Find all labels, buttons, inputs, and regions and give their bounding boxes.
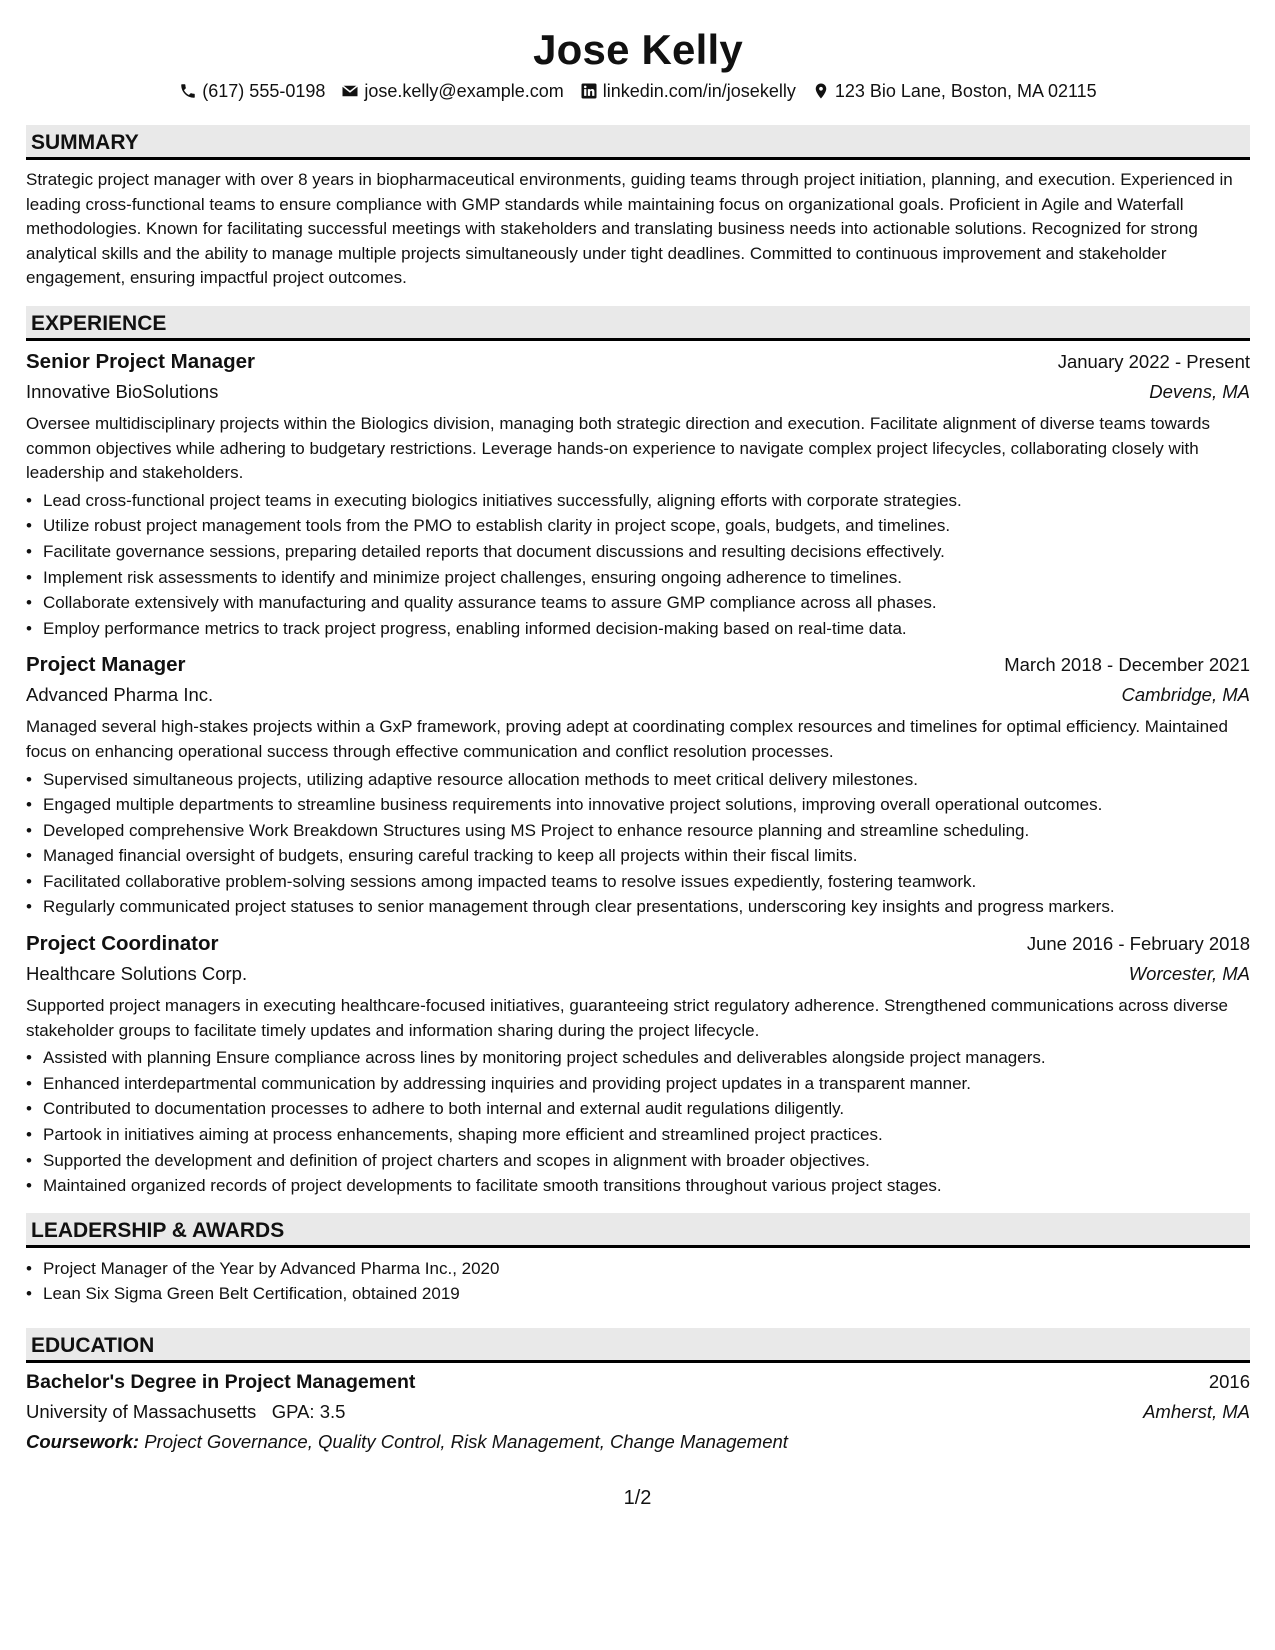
job-dates: January 2022 - Present (1057, 350, 1250, 372)
job-location: Cambridge, MA (1121, 684, 1250, 706)
job-description: Managed several high-stakes projects within a GxP framework, proving adept at coordinating complex resources and timelines for optimal efficiency. Maintained focus on enhancing operational success through effective communication and conflict resolution processes. (26, 717, 1228, 761)
address-text: 123 Bio Lane, Boston, MA 02115 (834, 81, 1097, 101)
list-item: • Facilitated collaborative problem-solving sessions among impacted teams to resolve issues expediently, fostering teamwork. (26, 869, 1250, 895)
degree-year: 2016 (1208, 1371, 1250, 1392)
school-location: Amherst, MA (1143, 1401, 1250, 1422)
list-item: • Contributed to documentation processes to adhere to both internal and external audit regulations diligently. (26, 1096, 1250, 1122)
job-description: Oversee multidisciplinary projects within the Biologics division, managing both strategic direction and execution. Facilitate alignment of diverse teams towards common objectives while adhering to budgetary restrictions. Leverage hands-on experience to navigate complex project lifecycles, collaborating closely with leadership and stakeholders. (26, 413, 1210, 483)
job-location: Worcester, MA (1128, 963, 1250, 985)
coursework-label: Coursework: (26, 1431, 140, 1452)
list-item: • Supervised simultaneous projects, utilizing adaptive resource allocation methods to meet critical delivery milestones. (26, 767, 1250, 793)
education-header (26, 1367, 1250, 1397)
resume-page (26, 0, 1250, 1456)
envelope-icon (341, 82, 359, 100)
education-entry (26, 1367, 1250, 1456)
job-title: Project Coordinator (26, 932, 219, 956)
job-title: Project Manager (26, 653, 186, 677)
list-item: • Facilitate governance sessions, preparing detailed reports that document discussions and resulting decisions effectively. (26, 539, 1250, 565)
job-bullets (26, 1045, 1250, 1199)
contact-phone (179, 79, 325, 103)
list-item: • Collaborate extensively with manufacturing and quality assurance teams to assure GMP compliance across all phases. (26, 590, 1250, 616)
list-item: • Developed comprehensive Work Breakdown Structures using MS Project to enhance resource planning and streamline scheduling. (26, 818, 1250, 844)
job-dates: June 2016 - February 2018 (1026, 933, 1250, 955)
job-entry (26, 650, 1250, 920)
job-header (26, 347, 1250, 377)
education-subheader (26, 1397, 1250, 1427)
job-entry (26, 347, 1250, 641)
job-location: Devens, MA (1149, 380, 1250, 402)
job-dates: March 2018 - December 2021 (1004, 654, 1250, 676)
job-company: Healthcare Solutions Corp. (26, 963, 248, 985)
education-heading: EDUCATION (26, 1328, 1250, 1363)
contact-bar (26, 79, 1250, 103)
job-title: Senior Project Manager (26, 349, 255, 373)
job-description: Supported project managers in executing healthcare-focused initiatives, guaranteeing strict regulatory adherence. Strengthened communications across diverse stakeholder groups to facilitate timely updates and information sharing during the project lifecycle. (26, 996, 1229, 1040)
list-item: • Regularly communicated project statuses to senior management through clear presentations, underscoring key insights and progress markers. (26, 894, 1250, 920)
job-header (26, 929, 1250, 959)
candidate-name: Jose Kelly (533, 26, 743, 73)
list-item: • Lead cross-functional project teams in executing biologics initiatives successfully, aligning efforts with corporate strategies. (26, 488, 1250, 514)
map-pin-icon (812, 82, 830, 100)
job-company: Innovative BioSolutions (26, 380, 219, 402)
list-item: • Managed financial oversight of budgets, ensuring careful tracking to keep all projects within their fiscal limits. (26, 843, 1250, 869)
phone-icon (179, 82, 197, 100)
list-item: • Maintained organized records of project developments to facilitate smooth transitions throughout various project stages. (26, 1173, 1250, 1199)
list-item: • Employ performance metrics to track project progress, enabling informed decision-making based on real-time data. (26, 616, 1250, 642)
coursework-text: Project Governance, Quality Control, Risk Management, Change Management (144, 1431, 788, 1452)
job-company: Advanced Pharma Inc. (26, 684, 214, 706)
summary-heading: SUMMARY (26, 125, 1250, 160)
job-bullets (26, 767, 1250, 921)
job-entry (26, 929, 1250, 1199)
contact-address (812, 79, 1097, 103)
job-subheader (26, 680, 1250, 710)
job-header (26, 650, 1250, 680)
list-item: • Project Manager of the Year by Advanced Pharma Inc., 2020 (26, 1256, 1250, 1282)
summary-text: Strategic project manager with over 8 years in biopharmaceutical environments, guiding teams through project initiation, planning, and execution. Experienced in leading cross-functional teams to ensure compliance with GMP standards while maintaining focus on organizational goals. Proficient in Agile and Waterfall methodologies. Known for facilitating successful meetings with stakeholders and translating business needs into actionable solutions. Recognized for strong analytical skills and the ability to manage multiple projects simultaneously under tight deadlines. Committed to continuous improvement and stakeholder engagement, ensuring impactful project outcomes. (26, 170, 1233, 288)
awards-heading: LEADERSHIP & AWARDS (26, 1213, 1250, 1248)
coursework-line (26, 1427, 1250, 1456)
experience-heading: EXPERIENCE (26, 306, 1250, 341)
list-item: • Assisted with planning Ensure compliance across lines by monitoring project schedules and deliverables alongside project managers. (26, 1045, 1250, 1071)
awards-list (26, 1256, 1250, 1307)
page-number: 1/2 (623, 1487, 652, 1509)
linkedin-icon (580, 82, 598, 100)
list-item: • Enhanced interdepartmental communication by addressing inquiries and providing project updates in a transparent manner. (26, 1071, 1250, 1097)
linkedin-text[interactable]: linkedin.com/in/josekelly (602, 81, 796, 101)
list-item: • Partook in initiatives aiming at process enhancements, shaping more efficient and streamlined project practices. (26, 1122, 1250, 1148)
email-text[interactable]: jose.kelly@example.com (364, 81, 564, 101)
list-item: • Engaged multiple departments to streamline business requirements into innovative project solutions, improving overall operational outcomes. (26, 792, 1250, 818)
school-gpa: University of Massachusetts GPA: 3.5 (26, 1401, 346, 1422)
contact-linkedin[interactable] (580, 79, 796, 103)
degree-title: Bachelor's Degree in Project Management (26, 1371, 416, 1393)
list-item: • Supported the development and definition of project charters and scopes in alignment with broader objectives. (26, 1148, 1250, 1174)
job-subheader (26, 959, 1250, 989)
contact-email[interactable] (341, 79, 563, 103)
list-item: • Implement risk assessments to identify and minimize project challenges, ensuring ongoing adherence to timelines. (26, 565, 1250, 591)
phone-text: (617) 555-0198 (202, 81, 326, 101)
list-item: • Utilize robust project management tools from the PMO to establish clarity in project scope, goals, budgets, and timelines. (26, 513, 1250, 539)
list-item: • Lean Six Sigma Green Belt Certification, obtained 2019 (26, 1281, 1250, 1307)
job-subheader (26, 377, 1250, 407)
job-bullets (26, 488, 1250, 642)
